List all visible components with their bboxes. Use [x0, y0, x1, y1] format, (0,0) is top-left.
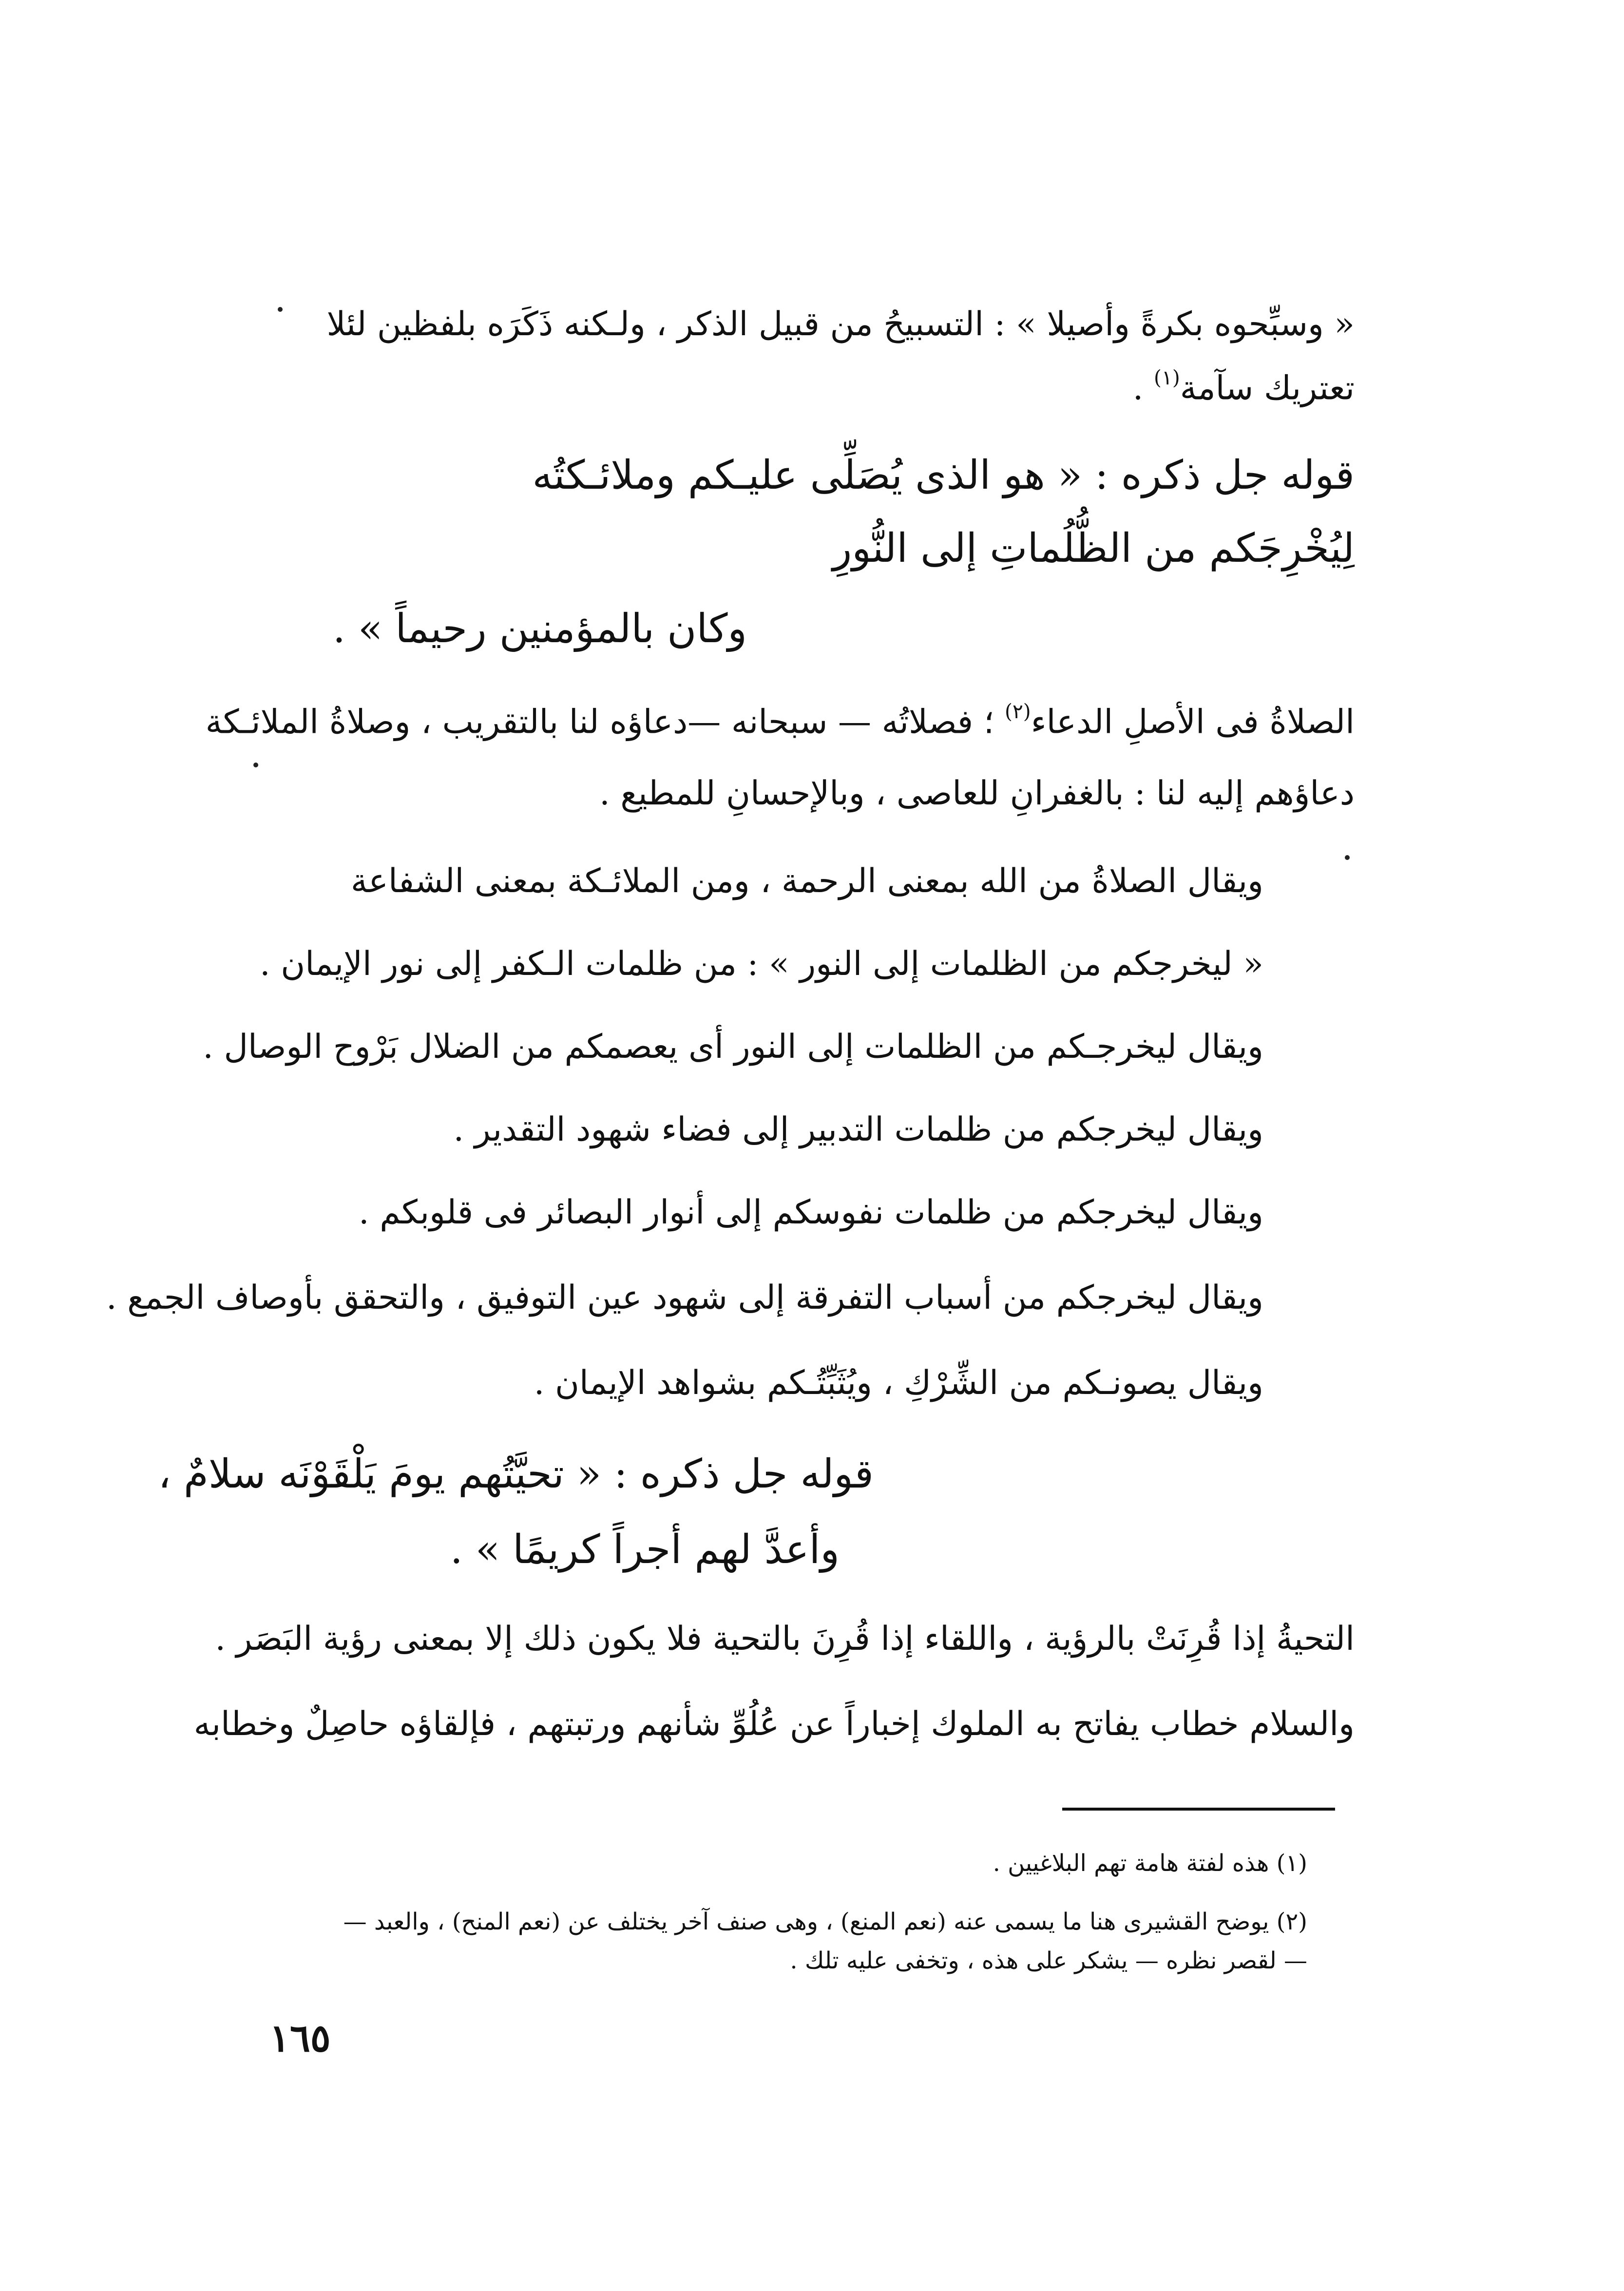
- paragraph-9: ويقال يصونـكم من الشِّرْكِ ، ويُثَبِّتُـكم بشواهد الإيمان .: [534, 1364, 1263, 1402]
- footnote-ref-1: (١): [1154, 366, 1180, 389]
- paragraph-1-line-1: « وسبِّحوه بكرةً وأصيلا » : التسبيحُ من قبيل الذكر ، ولـكنه ذَكَرَه بلفظين لئلا: [326, 305, 1355, 344]
- paragraph-11: والسلام خطاب يفاتح به الملوك إخباراً عن عُلُوِّ شأنهم ورتبتهم ، فإلقاؤه حاصِلٌ وخطابه: [193, 1705, 1355, 1743]
- footnote-2-line-2: — لقصر نظره — يشكر على هذه ، وتخفى عليه تلك .: [790, 1947, 1307, 1974]
- verse-1-line-2: لِيُخْرِجَكم من الظُّلُماتِ إلى النُّورِ: [832, 525, 1355, 572]
- paragraph-4: « ليخرجكم من الظلمات إلى النور » : من ظلمات الـكفر إلى نور الإيمان .: [260, 945, 1263, 983]
- scan-speck: [1345, 855, 1350, 860]
- paragraph-2-line-2: دعاؤهم إليه لنا : بالغفرانِ للعاصى ، وبالإحسانِ للمطيع .: [599, 774, 1355, 813]
- paragraph-2-line-1: [205, 700, 1355, 742]
- paragraph-2-text-a: الصلاةُ فى الأصلِ الدعاء: [1031, 703, 1355, 742]
- footnote-1: (١) هذه لفتة هامة تهم البلاغيين .: [993, 1850, 1307, 1877]
- page-number: ١٦٥: [269, 2016, 331, 2061]
- paragraph-2-text-b: ؛ فصلاتُه — سبحانه —دعاؤه لنا بالتقريب ، وصلاةُ الملائـكة: [205, 703, 994, 742]
- paragraph-1-text: تعتريك سآمة: [1180, 369, 1355, 408]
- scan-speck: [278, 307, 283, 312]
- verse-2-line-1: قوله جل ذكره : « تحيَّتُهم يومَ يَلْقَوْنَه سلامٌ ،: [158, 1451, 874, 1497]
- paragraph-5: ويقال ليخرجـكم من الظلمات إلى النور أى يعصمكم من الضلال بَرْوح الوصال .: [203, 1028, 1263, 1066]
- footnote-ref-2: (٢): [1004, 700, 1031, 723]
- footnote-divider: [1062, 1808, 1335, 1811]
- verse-1-line-3: وكان بالمؤمنين رحيماً » .: [332, 606, 747, 652]
- paragraph-1-line-2: [1132, 366, 1355, 408]
- paragraph-8: ويقال ليخرجكم من أسباب التفرقة إلى شهود عين التوفيق ، والتحقق بأوصاف الجمع .: [106, 1279, 1263, 1317]
- paragraph-10: التحيةُ إذا قُرِنَتْ بالرؤية ، واللقاء إذا قُرِنَ بالتحية فلا يكون ذلك إلا بمعنى رؤية البَصَر .: [215, 1620, 1355, 1658]
- paragraph-1-period: .: [1132, 369, 1144, 408]
- verse-1-line-1: قوله جل ذكره : « هو الذى يُصَلِّى عليـكم وملائـكتُه: [532, 452, 1355, 498]
- verse-2-line-2: وأعدَّ لهم أجراً كريمًا » .: [450, 1527, 840, 1573]
- footnote-2-line-1: (٢) يوضح القشيرى هنا ما يسمى عنه (نعم المنع) ، وهى صنف آخر يختلف عن (نعم المنح) ، والعبد —: [343, 1908, 1307, 1935]
- paragraph-7: ويقال ليخرجكم من ظلمات نفوسكم إلى أنوار البصائر فى قلوبكم .: [359, 1193, 1263, 1232]
- scan-speck: [253, 763, 258, 767]
- paragraph-3: ويقال الصلاةُ من الله بمعنى الرحمة ، ومن الملائـكة بمعنى الشفاعة: [350, 862, 1263, 900]
- paragraph-6: ويقال ليخرجكم من ظلمات التدبير إلى فضاء شهود التقدير .: [453, 1110, 1263, 1149]
